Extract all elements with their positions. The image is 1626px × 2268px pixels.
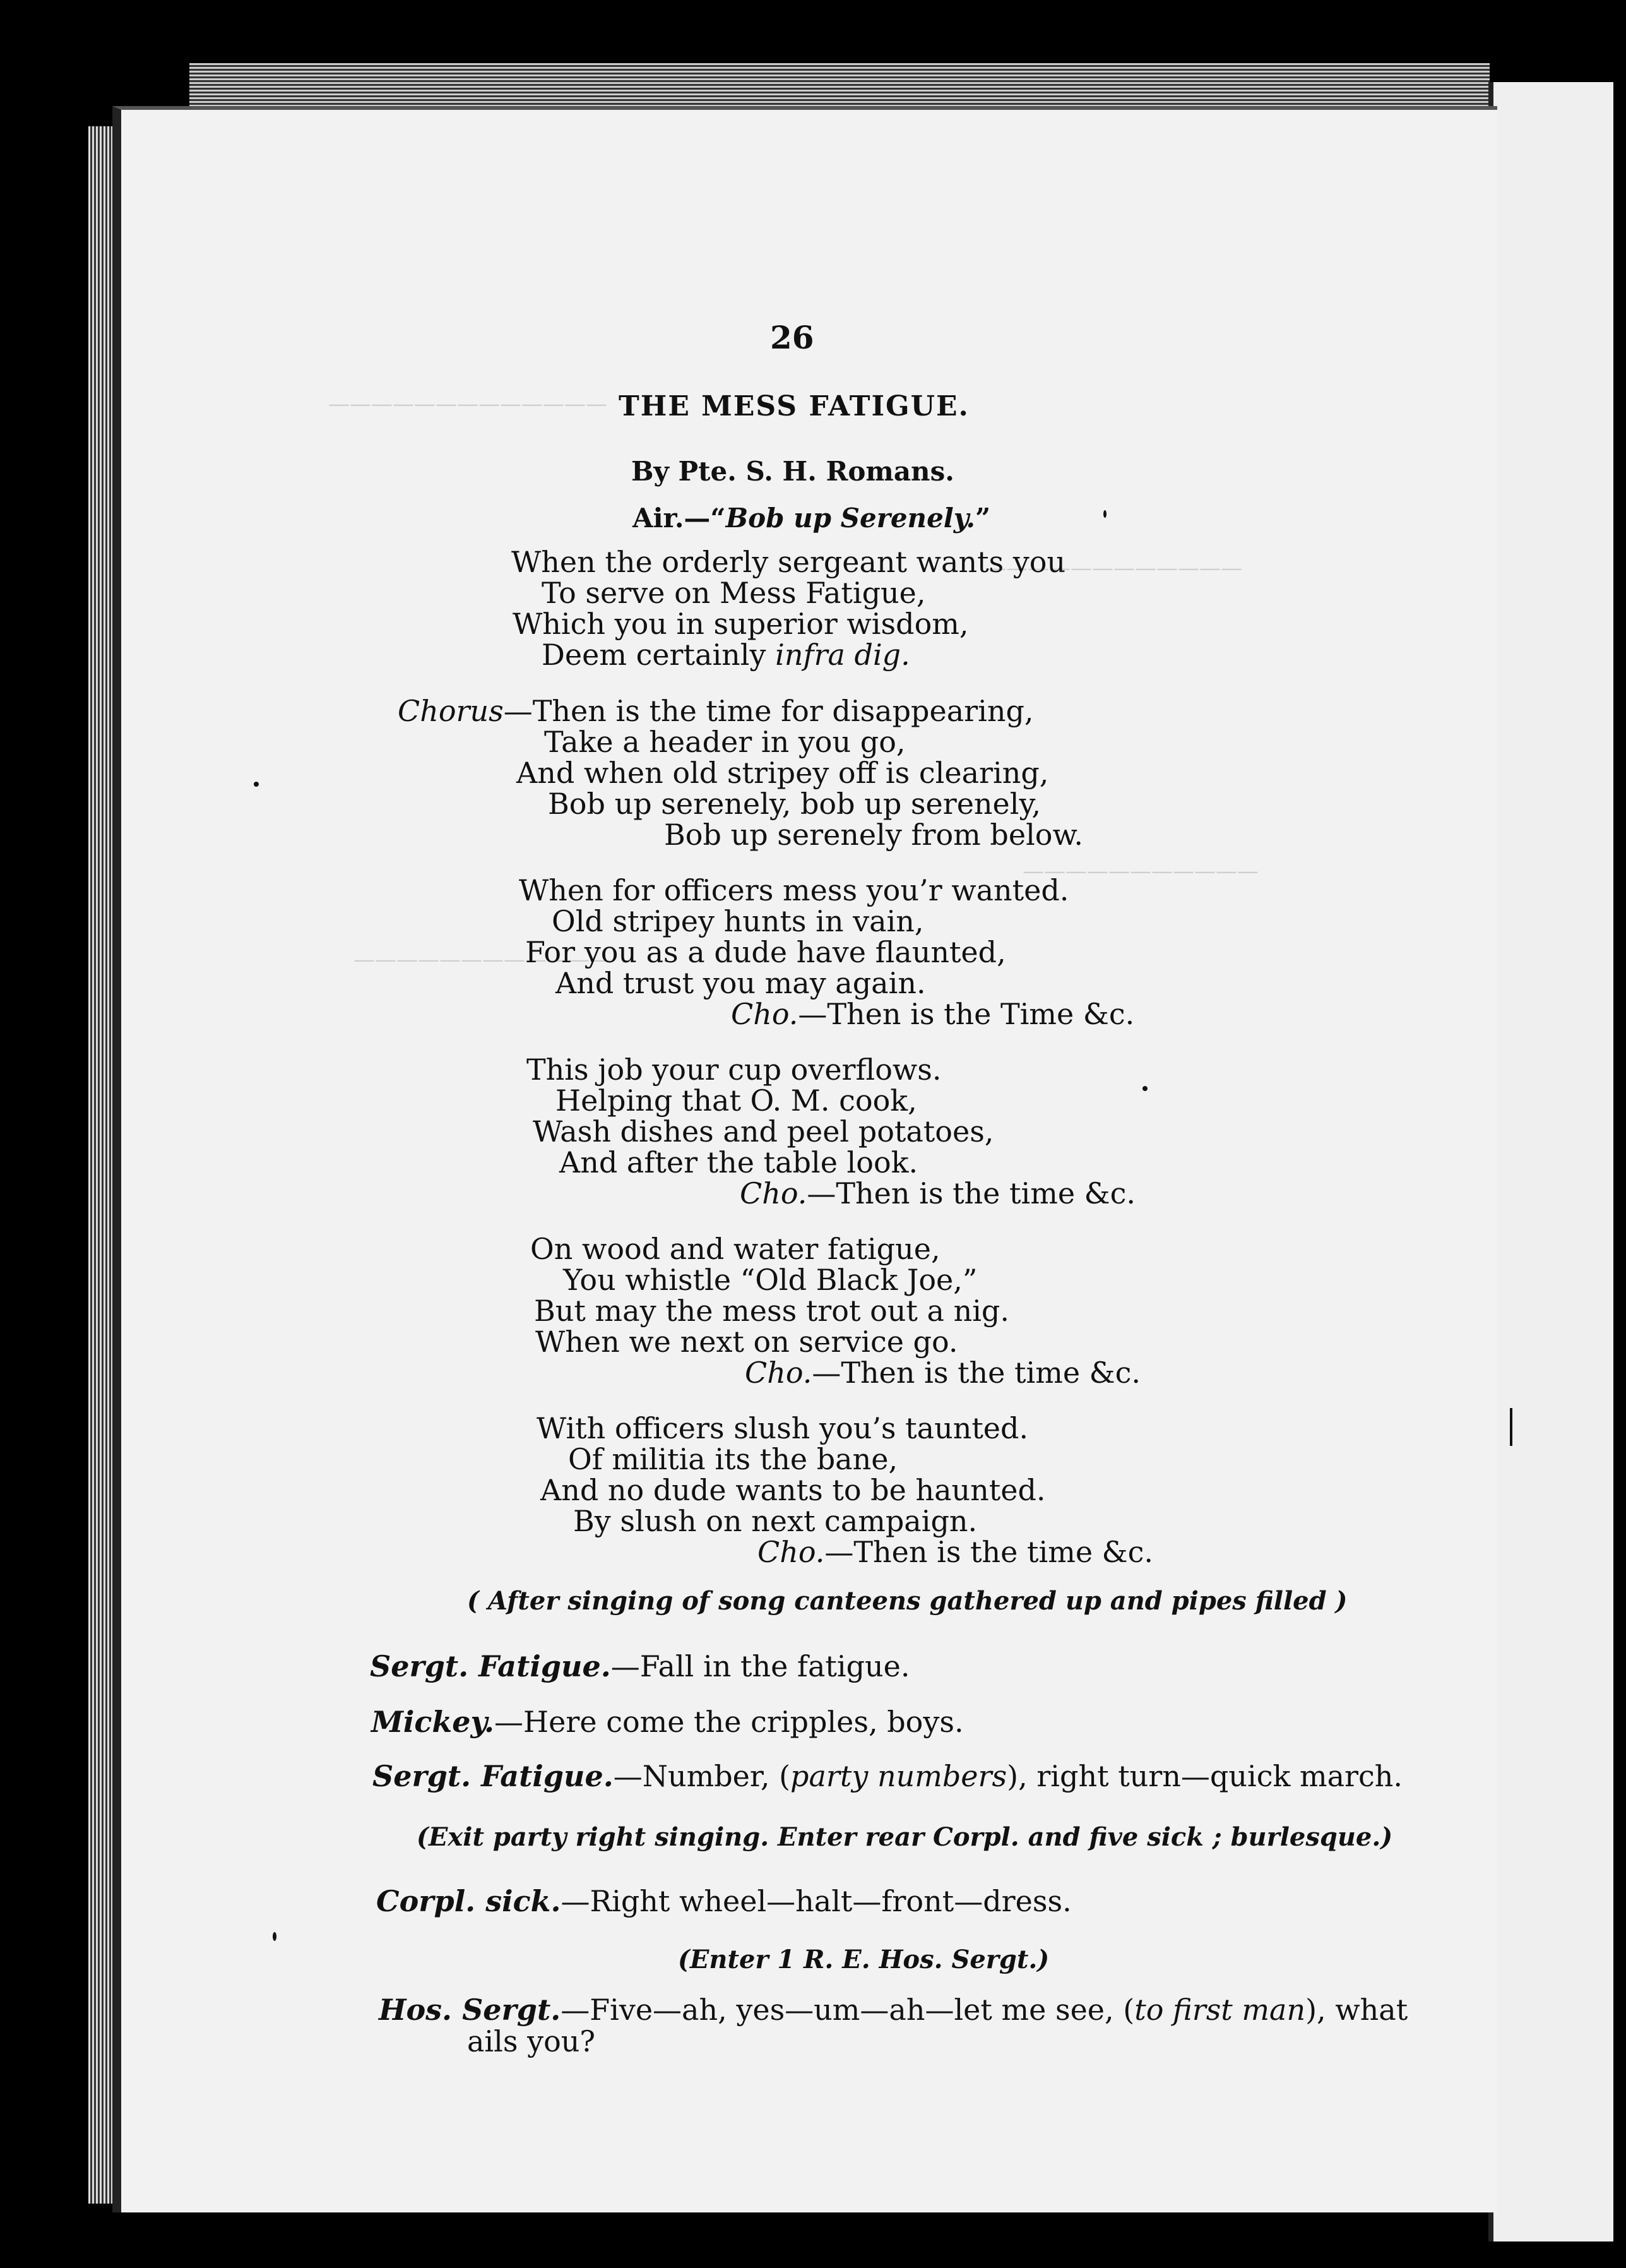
- dialogue-text: —Number, (: [613, 1759, 791, 1793]
- page-number: 26: [770, 319, 814, 356]
- stanza5-line1: With officers slush you’s taunted.: [537, 1411, 1029, 1445]
- stanza4-line1: On wood and water fatigue,: [530, 1232, 941, 1266]
- dialogue-line-cont: ails you?: [467, 2024, 596, 2058]
- stanza1-line4-italic: infra dig.: [775, 638, 910, 672]
- speaker-name: Hos. Sergt.: [379, 1993, 561, 2027]
- stanza1-line3: Which you in superior wisdom,: [513, 607, 969, 641]
- dialogue-text: —Here come the cripples, boys.: [494, 1705, 964, 1739]
- cho-text: —Then is the time &c.: [812, 1356, 1141, 1390]
- dialogue-line: [370, 1649, 910, 1683]
- dialogue-italic: to first man: [1134, 1993, 1306, 2027]
- dialogue-italic: party numbers: [790, 1759, 1007, 1793]
- stanza1-line1: When the orderly sergeant wants you: [511, 545, 1066, 579]
- stanza5-line2: Of militia its the bane,: [568, 1442, 898, 1476]
- stanza1-line2: To serve on Mess Fatigue,: [542, 576, 926, 610]
- chorus-line1: [398, 696, 1034, 727]
- dialogue-text: ), what: [1305, 1993, 1408, 2027]
- page-stack-top: [189, 63, 1490, 107]
- cho-line-2: [731, 999, 1134, 1030]
- stanza1-line4: [542, 640, 910, 671]
- speaker-name: Sergt. Fatigue.: [372, 1759, 614, 1793]
- dialogue-text: —Fall in the fatigue.: [610, 1649, 910, 1683]
- stanza4-line3: But may the mess trot out a nig.: [534, 1294, 1009, 1328]
- cho-text: —Then is the time &c.: [824, 1535, 1154, 1569]
- stage-direction: (Enter 1 R. E. Hos. Sergt.): [678, 1945, 1050, 1974]
- dialogue-line: [371, 1705, 964, 1739]
- cho-line-4: [745, 1358, 1141, 1388]
- stanza3-line4: And after the table look.: [559, 1145, 918, 1179]
- stanza2-line1: When for officers mess you’r wanted.: [519, 873, 1069, 907]
- speaker-name: Corpl. sick.: [376, 1884, 561, 1918]
- speaker-name: Mickey.: [371, 1705, 495, 1739]
- speaker-name: Sergt. Fatigue.: [370, 1649, 611, 1683]
- air-line: [632, 503, 990, 534]
- chorus-line3: And when old stripey off is clearing,: [516, 756, 1049, 790]
- bleed-through: ————————————: [985, 556, 1242, 581]
- cho-text: —Then is the time &c.: [807, 1176, 1136, 1210]
- cho-label: Cho.: [745, 1356, 812, 1390]
- speck: [254, 782, 259, 787]
- stanza3-line2: Helping that O. M. cook,: [555, 1083, 917, 1118]
- cho-label: Cho.: [757, 1535, 825, 1569]
- chorus-line2: Take a header in you go,: [544, 725, 906, 759]
- facing-page: [1488, 82, 1613, 2241]
- speck: [1142, 1086, 1148, 1091]
- cho-line-5: [757, 1537, 1153, 1568]
- speck: [1103, 510, 1107, 518]
- air-tune: Bob up Serenely.: [725, 503, 975, 534]
- air-prefix: Air.—“: [632, 503, 726, 534]
- chorus-line1-text: —Then is the time for disappearing,: [503, 694, 1034, 728]
- stanza3-line1: This job your cup overflows.: [526, 1053, 942, 1087]
- dialogue-line: [379, 1993, 1408, 2027]
- air-suffix: ”: [975, 503, 991, 534]
- cho-label: Cho.: [731, 997, 798, 1031]
- byline: By Pte. S. H. Romans.: [631, 456, 954, 487]
- speck: [273, 1932, 276, 1941]
- page-stack-edge: [88, 126, 114, 2204]
- stanza1-line4-text: Deem certainly: [542, 638, 766, 672]
- stanza4-line2: You whistle “Old Black Joe,”: [563, 1263, 978, 1297]
- cho-text: —Then is the Time &c.: [798, 997, 1135, 1031]
- dialogue-text: ), right turn—quick march.: [1007, 1759, 1403, 1793]
- stanza4-line4: When we next on service go.: [535, 1325, 958, 1359]
- stanza2-line3: For you as a dude have flaunted,: [525, 935, 1006, 969]
- chorus-label: Chorus: [398, 694, 504, 728]
- chorus-line5: Bob up serenely from below.: [664, 818, 1084, 852]
- song-title: THE MESS FATIGUE.: [619, 390, 970, 422]
- cho-label: Cho.: [740, 1176, 807, 1210]
- dialogue-text: —Five—ah, yes—um—ah—let me see, (: [561, 1993, 1135, 2027]
- stanza2-line4: And trust you may again.: [555, 966, 926, 1000]
- stanza2-line2: Old stripey hunts in vain,: [552, 904, 924, 938]
- dialogue-line: [372, 1759, 1403, 1793]
- bleed-through: —————————————: [328, 391, 607, 417]
- stanza5-line4: By slush on next campaign.: [573, 1504, 978, 1538]
- stage-direction: ( After singing of song canteens gathered up and pipes filled ): [467, 1586, 1348, 1616]
- bleed-through: ———————————: [1023, 859, 1259, 884]
- dialogue-line: [376, 1884, 1072, 1918]
- cho-line-3: [740, 1178, 1136, 1209]
- chorus-line4: Bob up serenely, bob up serenely,: [548, 787, 1041, 821]
- dialogue-text: —Right wheel—halt—front—dress.: [561, 1884, 1072, 1918]
- stage-direction: (Exit party right singing. Enter rear Corpl. and five sick ; burlesque.): [417, 1822, 1393, 1852]
- stanza5-line3: And no dude wants to be haunted.: [540, 1473, 1046, 1507]
- stanza3-line3: Wash dishes and peel potatoes,: [533, 1114, 994, 1149]
- bleed-through: ————————————: [353, 947, 611, 972]
